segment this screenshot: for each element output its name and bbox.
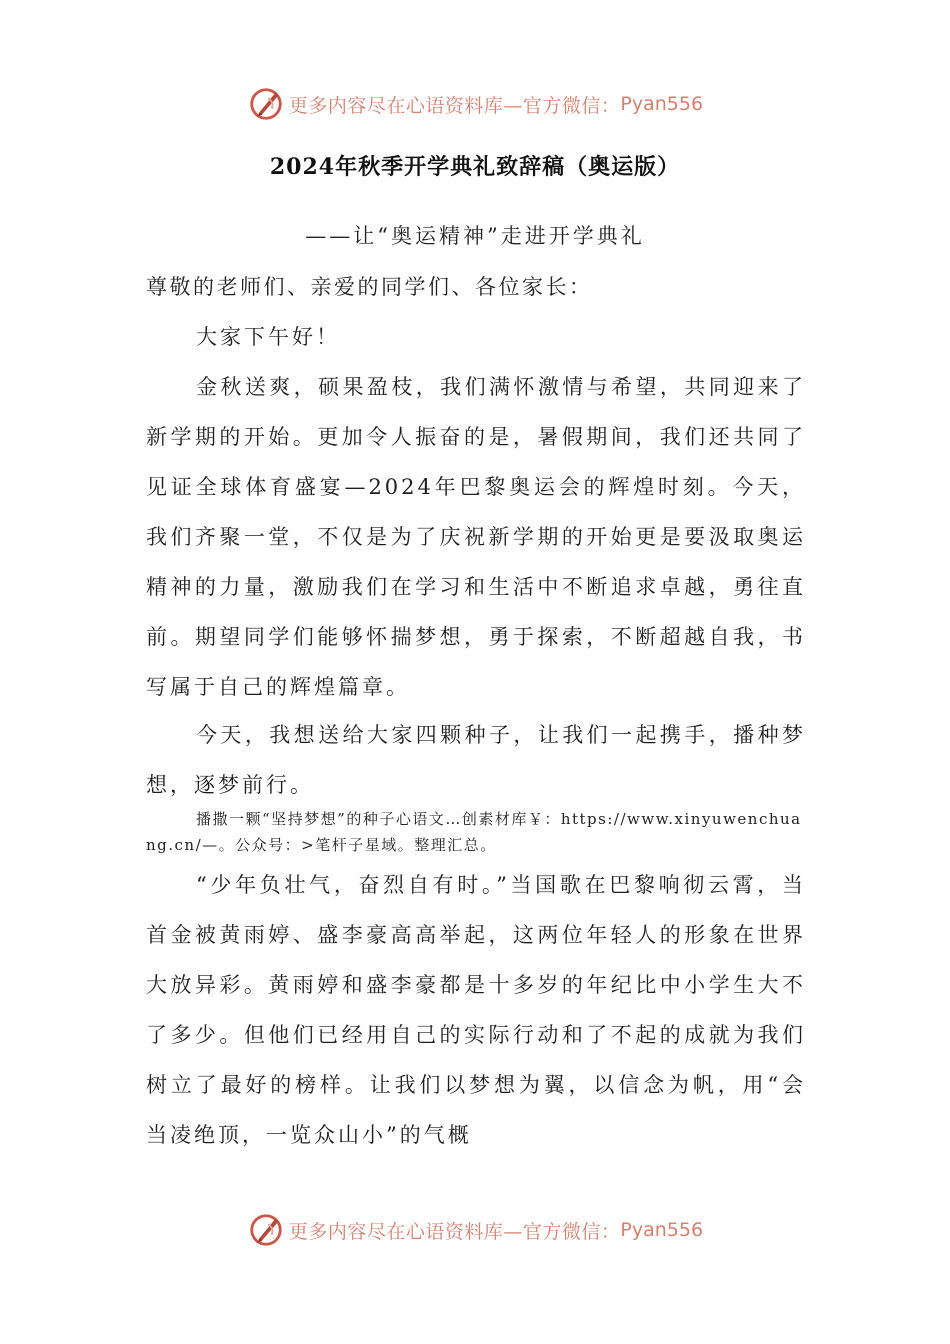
quill-seal-icon <box>247 85 285 123</box>
paragraph-dream: “少年负壮气，奋烈自有时。”当国歌在巴黎响彻云霄，当首金被黄雨婷、盛李豪高高举起，这两位年轻人的形象在世界大放异彩。黄雨婷和盛李豪都是十多岁的年纪比中小学生大不了多少。但他们已经用自己的实际行动和了不起的成就为我们树立了最好的榜样。让我们以梦想为翼，以信念为帆，用“会当凌绝顶，一览众山小”的气概 <box>146 873 806 1147</box>
watermark-handle: Pyan556 <box>620 93 704 115</box>
watermark-header <box>0 82 950 126</box>
watermark-text: 更多内容尽在心语资料库—官方微信： <box>288 1220 621 1243</box>
source-note: 播撒一颗“坚持梦想”的种子心语文…创素材库￥：https://www.xinyuwenchuang.cn/—。公众号：>笔杆子星域。整理汇总。 <box>146 810 802 854</box>
document-title: 2024年秋季开学典礼致辞稿（奥运版） <box>269 154 681 180</box>
quill-seal-icon <box>247 1211 285 1249</box>
salutation: 尊敬的老师们、亲爱的同学们、各位家长： <box>146 275 593 299</box>
watermark-handle: Pyan556 <box>620 1219 704 1241</box>
paragraph-greeting: 大家下午好！ <box>196 325 340 349</box>
paragraph-opening: 金秋送爽，硕果盈枝，我们满怀激情与希望，共同迎来了新学期的开始。更加令人振奋的是，暑假期间，我们还共同了见证全球体育盛宴—2024年巴黎奥运会的辉煌时刻。今天，我们齐聚一堂，不仅是为了庆祝新学期的开始更是要汲取奥运精神的力量，激励我们在学习和生活中不断追求卓越，勇往直前。期望同学们能够怀揣梦想，勇于探索，不断超越自我，书写属于自己的辉煌篇章。 <box>146 375 806 699</box>
document-subtitle: ——让“奥运精神”走进开学典礼 <box>305 224 645 248</box>
paragraph-four-seeds: 今天，我想送给大家四颗种子，让我们一起携手，播种梦想，逐梦前行。 <box>146 723 806 797</box>
watermark-text: 更多内容尽在心语资料库—官方微信： <box>288 94 621 117</box>
watermark-footer <box>0 1208 950 1252</box>
